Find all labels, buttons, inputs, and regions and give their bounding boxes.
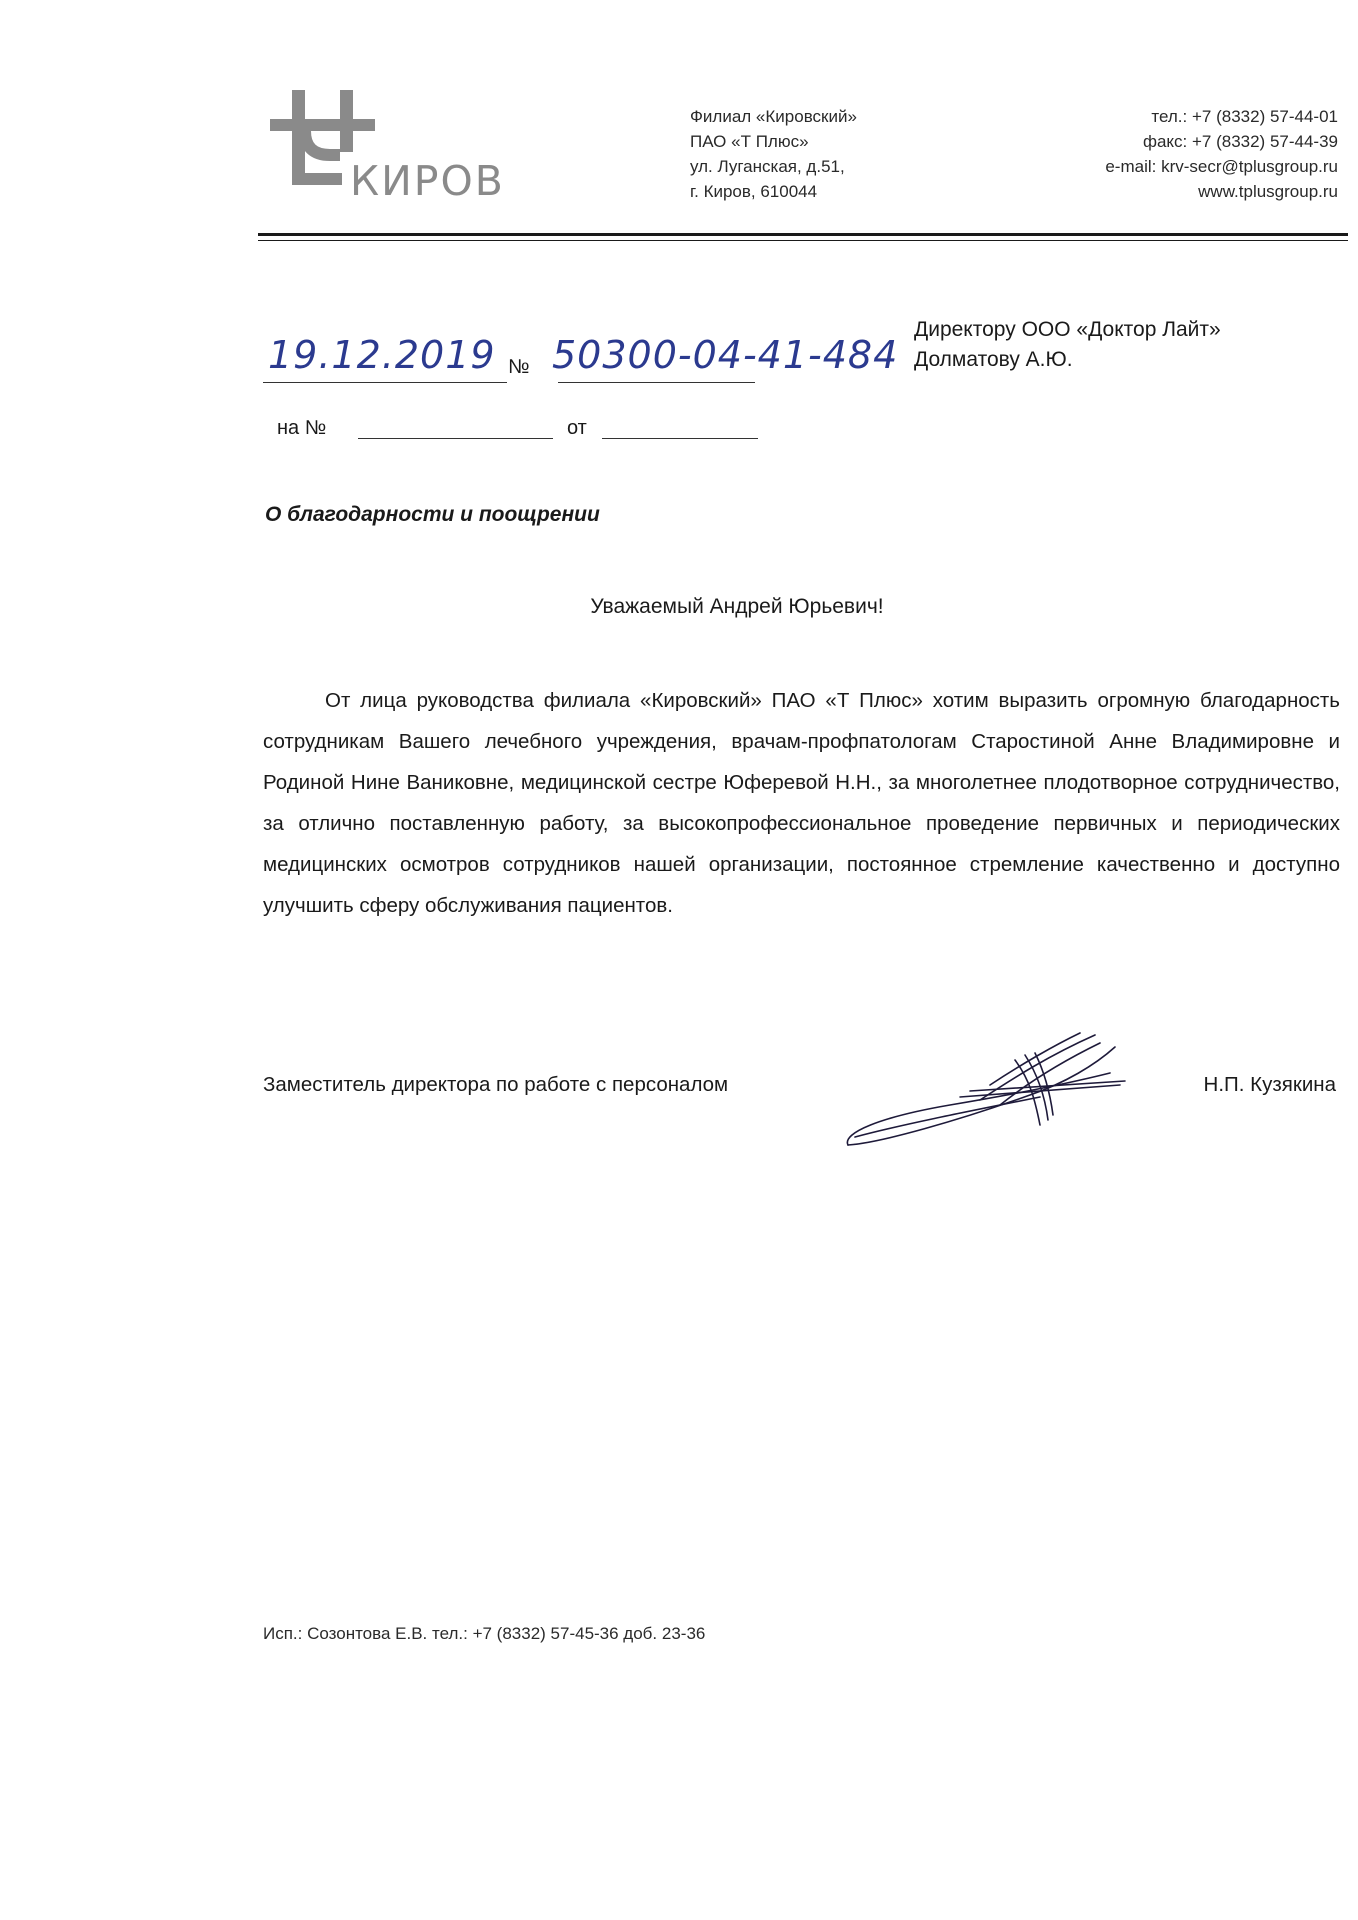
org-line: ПАО «Т Плюс» <box>690 132 809 151</box>
header-divider-thin <box>258 240 1348 241</box>
org-address <box>690 104 857 204</box>
addressee-position: Директору ООО «Доктор Лайт» <box>914 318 1221 341</box>
header-divider <box>258 233 1348 236</box>
executor-info: Исп.: Созонтова Е.В. тел.: +7 (8332) 57-45-36 доб. 23-36 <box>263 1624 706 1643</box>
number-label: № <box>508 356 530 378</box>
org-contacts <box>918 104 1338 204</box>
org-line: ул. Луганская, д.51, <box>690 157 845 176</box>
email-line: e-mail: krv-secr@tplusgroup.ru <box>1105 157 1338 176</box>
org-line: г. Киров, 610044 <box>690 182 818 201</box>
registration-number: 50300-04-41-484 <box>552 333 899 377</box>
date-underline <box>263 382 507 383</box>
phone-line: тел.: +7 (8332) 57-44-01 <box>1151 107 1338 126</box>
signatory-name: Н.П. Кузякина <box>1203 1073 1336 1096</box>
handwritten-signature <box>840 1025 1130 1150</box>
fax-line: факс: +7 (8332) 57-44-39 <box>1142 132 1338 151</box>
letter-body: От лица руководства филиала «Кировский» ПАО «Т Плюс» хотим выразить огромную благодарность сотрудникам Вашего лечебного учреждения, врачам-профпатологам Старостиной Анне Владимировне и Родиной Нине Ваниковне, медицинской сестре Юферевой Н.Н., за многолетнее плодотворное сотрудничество, за отлично поставленную работу, за высокопрофессиональное проведение первичных и периодических медицинских осмотров сотрудников нашей организации, постоянное стремление качественно и доступно улучшить сферу обслуживания пациентов. <box>263 689 1340 917</box>
reference-number-blank <box>358 438 553 439</box>
addressee <box>914 315 1221 375</box>
reference-number-label: на № <box>277 417 327 439</box>
reference-date-label: от <box>567 417 587 439</box>
letter-greeting: Уважаемый Андрей Юрьевич! <box>590 595 884 618</box>
website-line: www.tplusgroup.ru <box>1198 182 1338 201</box>
registration-date: 19.12.2019 <box>268 333 496 377</box>
logo-text: КИРОВ <box>350 157 505 205</box>
signature-icon <box>840 1025 1130 1150</box>
signatory-position: Заместитель директора по работе с персоналом <box>263 1073 729 1096</box>
number-underline <box>558 382 755 383</box>
org-line: Филиал «Кировский» <box>690 107 857 126</box>
reference-date-blank <box>602 438 758 439</box>
addressee-name: Долматову А.Ю. <box>914 348 1073 371</box>
letter-subject: О благодарности и поощрении <box>265 503 600 526</box>
company-logo <box>270 85 505 205</box>
